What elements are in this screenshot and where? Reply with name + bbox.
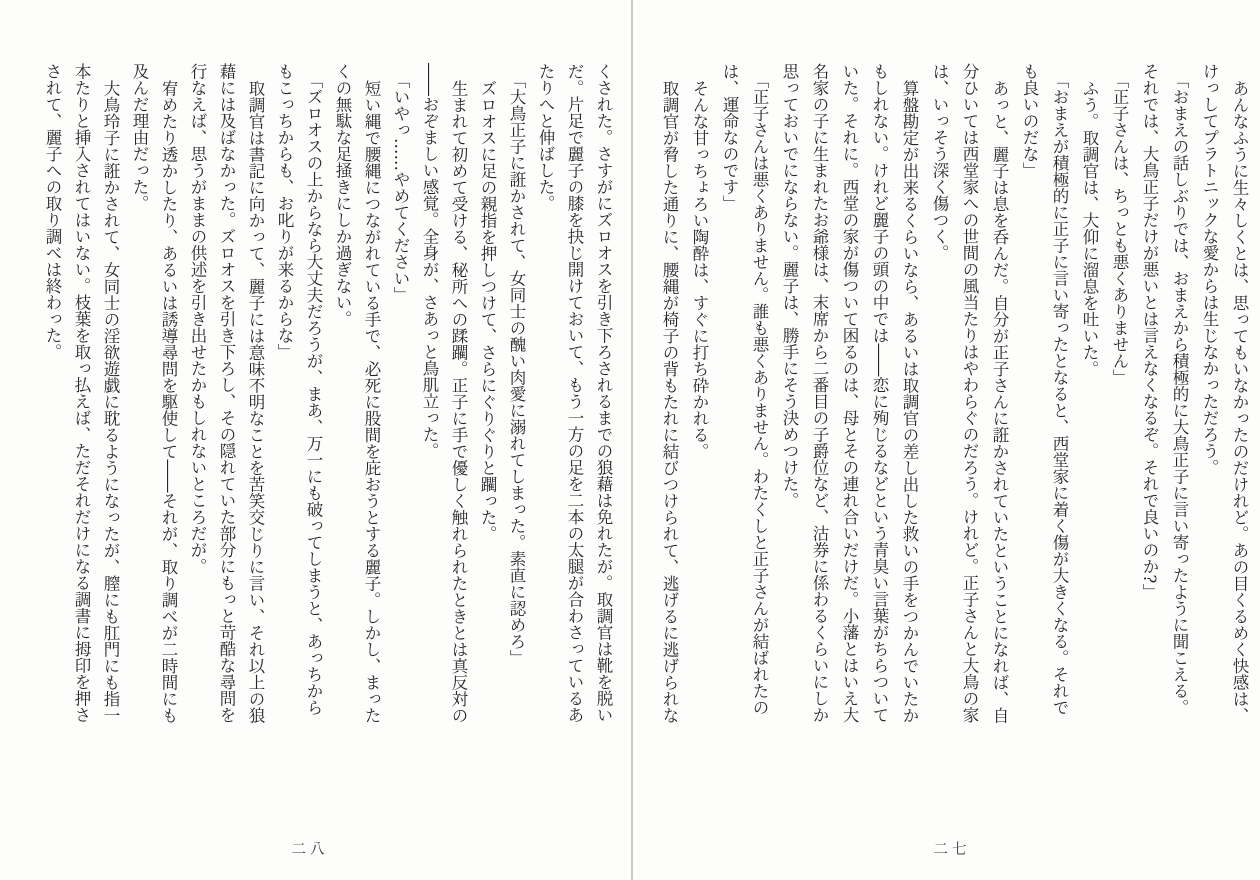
paragraph: 宥めたり透かしたり、あるいは誘導尋問を駆使して――それが、取り調べが二時間にも及んだ理由だった。: [130, 63, 178, 723]
paragraph: 取調官が脅した通りに、腰縄が椅子の背もたれに結びつけられて、逃げるに逃げられな: [660, 79, 679, 723]
paragraph: 「正子さんは悪くありません。誰も悪くありません。わたくしと正子さんが結ばれたのは、運命なのです」: [720, 63, 769, 716]
paragraph: ふう。取調官は、大仰に溜息を吐いた。: [1080, 79, 1099, 377]
paragraph: そんな甘っちょろい陶酔は、すぐに打ち砕かれる。: [690, 79, 709, 459]
paragraph: 「いやっ……やめてください」: [391, 72, 410, 304]
page-number-left: 二八: [291, 842, 329, 858]
paragraph: 生まれて初めて受ける、秘所への蹂躙。正子に手で優しく触れられたときとは真反対の――おぞましい感覚。全身が、さあっと鳥肌立った。: [420, 63, 468, 723]
page-28-text-block: [28, 63, 618, 729]
page-27-text-block: [642, 63, 1254, 729]
page-number-right: 二七: [933, 842, 971, 858]
paragraph: ズロオスに足の親指を押しつけて、さらにぐりぐりと躙った。: [478, 79, 497, 542]
paragraph: 算盤勘定が出来るくらいなら、あるいは取調官の差し出した救いの手をつかんでいたかもしれない。けれど麗子の頭の中では――恋に殉じるなどという青臭い言葉がちらついていた。それに。西堂の家が傷ついて困るのは、母とその連れ合いだけだ。小藩とはいえ大名家の子に生まれたお爺様は、末席から二番目の子爵位など、沽券に係わるくらいにしか思っておいでにならない。麗子は、勝手にそう決めつけた。: [780, 63, 919, 723]
page-gutter-divider: [631, 0, 633, 880]
paragraph: 「おまえの話しぶりでは、おまえから積極的に大鳥正子に言い寄ったように聞こえる。それでは、大鳥正子だけが悪いとは言えなくなるぞ。それで良いのか?」: [1140, 63, 1189, 716]
paragraph: 「おまえが積極的に正子に言い寄ったとなると、西堂家に着く傷が大きくなる。それでも良いのだな」: [1020, 63, 1069, 716]
paragraph: くされた。さすがにズロオスを引き下ろされるまでの狼藉は免れたが。取調官は靴を脱いだ。片足で麗子の膝を抉じ開けておいて、もう一方の足を二本の太腿が合わさっているあたりへと伸ばした。: [536, 63, 613, 723]
paragraph: 「正子さんは、ちっとも悪くありません」: [1110, 72, 1129, 386]
paragraph: 取調官は書記に向かって、麗子には意味不明なことを苦笑交じりに言い、それ以上の狼藉には及ばなかった。ズロオスを引き下ろし、その隠れていた部分にもっと苛酷な尋問を行なえば、思うがままの供述を引き出せたかもしれないところだが。: [188, 63, 265, 723]
paragraph: 大鳥玲子に誑かされて、女同士の淫欲遊戯に耽るようになったが、膣にも肛門にも指一本たりと挿入されてはいない。枝葉を取っ払えば、ただそれだけになる調書に拇印を押さされて、麗子への取り調べは終わった。: [43, 63, 120, 723]
paragraph: あっと、麗子は息を呑んだ。自分が正子さんに誑かされていたということになれば、自分ひいては西堂家への世間の風当たりはやわらぐのだろう。けれど。正子さんと大鳥の家は、いっそう深く傷つく。: [930, 63, 1009, 723]
paragraph: 「大鳥正子に誑かされて、女同士の醜い肉愛に溺れてしまった。素直に認めろ」: [507, 72, 526, 667]
paragraph: 「ズロオスの上からなら大丈夫だろうが、まあ、万一にも破ってしまうと、あっちからもこっちからも、お叱りが来るからな」: [275, 63, 323, 716]
paragraph: 短い縄で腰縄につながれている手で、必死に股間を庇おうとする麗子。しかし、まったくの無駄な足掻きにしか過ぎない。: [333, 63, 381, 723]
paragraph: あんなふうに生々しくとは、思ってもいなかったのだけれど。あの目くるめく快感は、けっしてプラトニックな愛からは生じなかっただろう。: [1200, 63, 1249, 723]
